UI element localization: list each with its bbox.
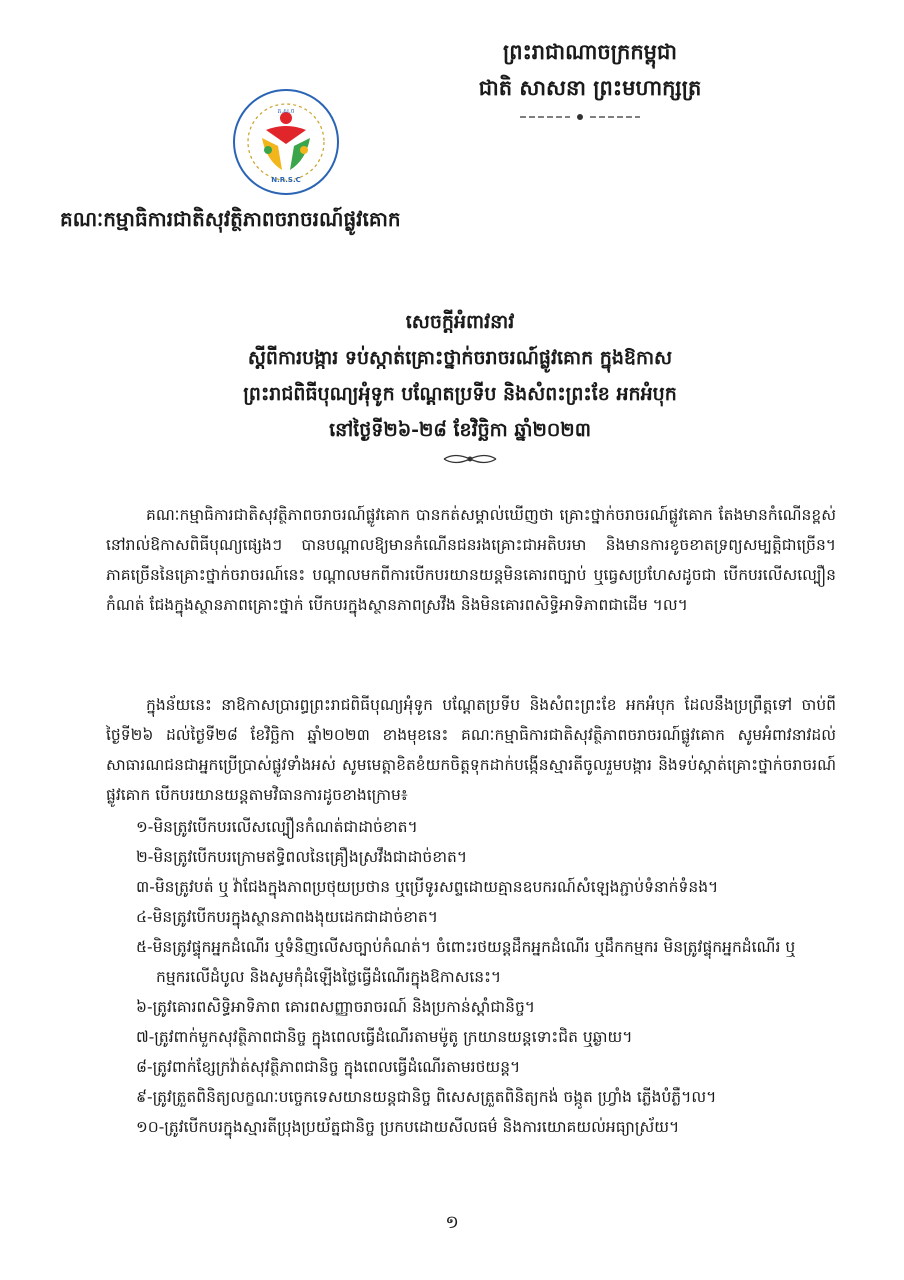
list-item: ៣-មិនត្រូវបត់ ឬ វ៉ាជែងក្នុងភាពប្រថុយប្រថាន ឬប្រើទូរសព្ទដោយគ្មានឧបករណ៍សំឡេងភ្ជាប់ទំនាក់ទំនង។ — [136, 878, 719, 896]
title-line-4: នៅថ្ងៃទី២៦-២៨ ខែវិច្ឆិកា ឆ្នាំ២០២៣ — [329, 419, 591, 441]
list-item: ៥-មិនត្រូវផ្ទុកអ្នកដំណើរ ឬទំនិញលើសច្បាប់កំណត់។ ចំពោះរថយន្តដឹកអ្នកដំណើរ ឬដឹកកម្មករ មិនត្រូវផ្ទុកអ្នកដំណើរ ឬកម្មករលើដំបូល និងសូមកុំដំឡើងថ្លៃធ្វើដំណើរក្នុងឱកាសនេះ។ — [136, 938, 796, 986]
nrsc-logo — [226, 86, 346, 198]
page-number: ១ — [445, 1212, 459, 1233]
header-ornament — [520, 112, 640, 122]
title-line-3: ព្រះរាជពិធីបុណ្យអុំទូក បណ្តែតប្រទីប និងសំពះព្រះខែ អកអំបុក — [243, 383, 677, 405]
kingdom-name: ព្រះរាជាណាចក្រកម្ពុជា — [502, 39, 677, 64]
list-item: ១០-ត្រូវបើកបរក្នុងស្មារតីប្រុងប្រយ័ត្នជានិច្ច ប្រកបដោយសីលធម៌ និងការយោគយល់អធ្យាស្រ័យ។ — [136, 1118, 680, 1136]
list-item: ៤-មិនត្រូវបើកបរក្នុងស្ថានភាពងងុយដេកជាដាច់ខាត។ — [136, 908, 438, 926]
kingdom-header — [430, 34, 750, 106]
paragraph-1: គណៈកម្មាធិការជាតិសុវត្ថិភាពចរាចរណ៍ផ្លូវគោក បានកត់សម្គាល់ឃើញថា គ្រោះថ្នាក់ចរាចរណ៍ផ្លូវគោក តែងមានកំណើនខ្ពស់ នៅរាល់ឱកាសពិធីបុណ្យផ្សេងៗ បានបណ្តាលឱ្យមានកំណើនជនរងគ្រោះជាអតិបរមា និងមានការខូចខាតទ្រព្យសម្បត្តិជាច្រើន។ ភាគច្រើននៃគ្រោះថ្នាក់ចរាចរណ៍នេះ បណ្តាលមកពីការបើកបរយានយន្តមិនគោរពច្បាប់ ឬធ្វេសប្រហែសដូចជា បើកបរលើសល្បឿនកំណត់ ជែងក្នុងស្ថានភាពគ្រោះថ្នាក់ បើកបរក្នុងស្ថានភាពស្រវឹង និងមិនគោរពសិទ្ធិអាទិភាពជាដើម ។ល។ — [106, 506, 836, 614]
title-line-1: សេចក្តីអំពាវនាវ — [405, 311, 515, 333]
organization-name: គណៈកម្មាធិការជាតិសុវត្ថិភាពចរាចរណ៍ផ្លូវគោក — [60, 207, 401, 231]
list-item: ១-មិនត្រូវបើកបរលើសល្បឿនកំណត់ជាដាច់ខាត។ — [136, 818, 418, 836]
list-item: ៨-ត្រូវពាក់ខ្សែក្រវ៉ាត់សុវត្ថិភាពជានិច្ច ក្នុងពេលធ្វើដំណើរតាមរថយន្ត។ — [136, 1058, 521, 1076]
measures-list — [136, 812, 836, 1142]
list-item: ៧-ត្រូវពាក់មួកសុវត្ថិភាពជានិច្ច ក្នុងពេលធ្វើដំណើរតាមម៉ូតូ ក្រយានយន្តទោះជិត ឬឆ្ងាយ។ — [136, 1028, 633, 1046]
logo-abbr-en: N.R.S.C — [271, 176, 301, 184]
title-line-2: ស្តីពីការបង្ការ ទប់ស្កាត់គ្រោះថ្នាក់ចរាចរណ៍ផ្លូវគោក ក្នុងឱកាស — [247, 347, 673, 369]
logo-abbr-km: គ.ស.ច — [277, 108, 295, 115]
list-item: ៩-ត្រូវត្រួតពិនិត្យលក្ខណៈបច្ចេកទេសយានយន្តជានិច្ច ពិសេសត្រួតពិនិត្យកង់ ចង្កូត ហ្វ្រាំង ភ្លើងបំភ្លឺ។ល។ — [136, 1088, 717, 1106]
list-item: ២-មិនត្រូវបើកបរក្រោមឥទ្ធិពលនៃគ្រឿងស្រវឹងជាដាច់ខាត។ — [136, 848, 468, 866]
announcement-title — [100, 304, 820, 448]
paragraph-2: ក្នុងន័យនេះ នាឱកាសប្រារព្ធព្រះរាជពិធីបុណ្យអុំទូក បណ្តែតប្រទីប និងសំពះព្រះខែ អកអំបុក ដែលនឹងប្រព្រឹត្តទៅ ចាប់ពីថ្ងៃទី២៦ ដល់ថ្ងៃទី២៨ ខែវិច្ឆិកា ឆ្នាំ២០២៣ ខាងមុខនេះ គណៈកម្មាធិការជាតិសុវត្ថិភាពចរាចរណ៍ផ្លូវគោក សូមអំពាវនាវដល់សាធារណជនជាអ្នកប្រើប្រាស់ផ្លូវទាំងអស់ សូមមេត្តាខិតខំយកចិត្តទុកដាក់បង្កើនស្មារតីចូលរួមបង្ការ និងទប់ស្កាត់គ្រោះថ្នាក់ចរាចរណ៍ផ្លូវគោក បើកបរយានយន្តតាមវិធានការដូចខាងក្រោម៖ — [106, 696, 836, 804]
list-item: ៦-ត្រូវគោរពសិទ្ធិអាទិភាព គោរពសញ្ញាចរាចរណ៍ និងប្រកាន់ស្តាំជានិច្ច។ — [136, 998, 536, 1016]
title-ornament — [440, 452, 500, 466]
kingdom-motto: ជាតិ សាសនា ព្រះមហាក្សត្រ — [478, 75, 702, 100]
